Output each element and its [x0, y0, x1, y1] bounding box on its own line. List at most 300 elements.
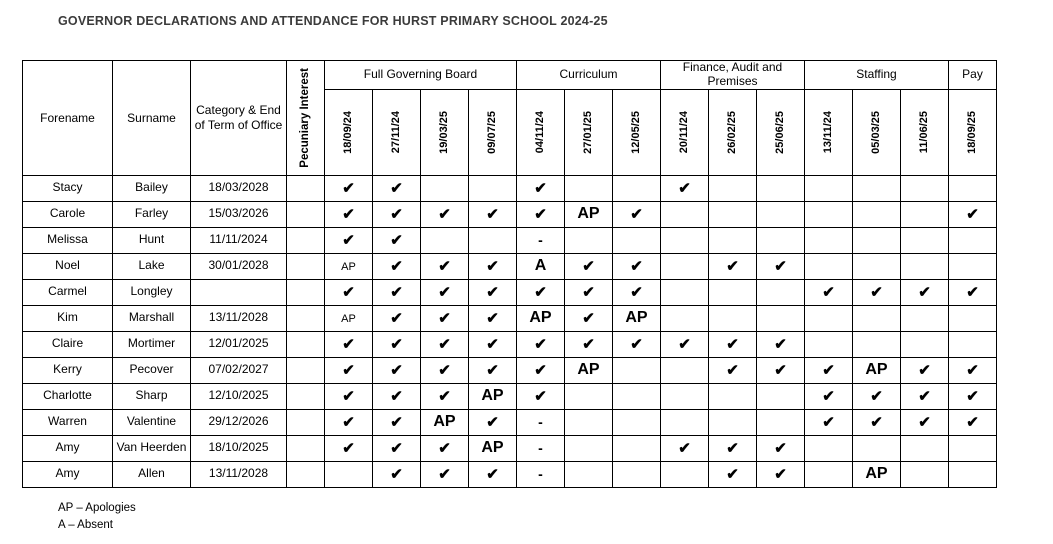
cell-attendance	[373, 201, 421, 227]
cell-surname: Bailey	[113, 175, 191, 201]
table-body	[23, 175, 997, 487]
cell-forename: Melissa	[23, 227, 113, 253]
check-icon: ✔	[822, 387, 835, 405]
cell-attendance	[613, 175, 661, 201]
check-icon: ✔	[438, 465, 451, 483]
cell-attendance	[853, 279, 901, 305]
date-header-6	[613, 89, 661, 175]
cell-attendance	[949, 305, 997, 331]
cell-attendance	[325, 253, 373, 279]
cell-surname: Longley	[113, 279, 191, 305]
date-label: 12/05/25	[630, 110, 642, 154]
cell-attendance	[325, 305, 373, 331]
check-icon: ✔	[534, 179, 547, 197]
cell-attendance	[469, 279, 517, 305]
cell-forename: Charlotte	[23, 383, 113, 409]
cell-attendance	[469, 357, 517, 383]
cell-attendance	[805, 279, 853, 305]
cell-forename: Stacy	[23, 175, 113, 201]
date-header-10	[805, 89, 853, 175]
cell-attendance	[613, 201, 661, 227]
cell-attendance	[469, 305, 517, 331]
cell-attendance	[517, 227, 565, 253]
date-label: 26/02/25	[726, 110, 738, 154]
check-icon: ✔	[918, 361, 931, 379]
cell-attendance	[565, 461, 613, 487]
date-header-12	[901, 89, 949, 175]
check-icon: ✔	[438, 361, 451, 379]
cell-pecuniary-interest	[287, 201, 325, 227]
cell-category-end-of-term: 29/12/2026	[191, 409, 287, 435]
cell-attendance	[949, 383, 997, 409]
check-icon: ✔	[726, 335, 739, 353]
cell-attendance	[805, 461, 853, 487]
check-icon: ✔	[822, 361, 835, 379]
check-icon: ✔	[774, 335, 787, 353]
cell-attendance	[469, 435, 517, 461]
check-icon: ✔	[822, 413, 835, 431]
check-icon: ✔	[486, 335, 499, 353]
cell-attendance	[805, 227, 853, 253]
cell-surname: Marshall	[113, 305, 191, 331]
cell-attendance	[421, 357, 469, 383]
date-label: 27/01/25	[582, 110, 594, 154]
apologies-mark: AP	[341, 261, 356, 274]
cell-attendance	[853, 357, 901, 383]
cell-attendance	[805, 383, 853, 409]
check-icon: ✔	[342, 387, 355, 405]
check-icon: ✔	[726, 439, 739, 457]
cell-category-end-of-term: 13/11/2028	[191, 461, 287, 487]
cell-pecuniary-interest	[287, 175, 325, 201]
apologies-mark: AP	[577, 361, 600, 379]
cell-attendance	[613, 227, 661, 253]
not-applicable-mark: -	[538, 439, 543, 456]
check-icon: ✔	[390, 413, 403, 431]
cell-surname: Pecover	[113, 357, 191, 383]
date-label: 19/03/25	[438, 110, 450, 154]
cell-attendance	[661, 227, 709, 253]
date-header-11	[853, 89, 901, 175]
table-row	[23, 305, 997, 331]
cell-pecuniary-interest	[287, 253, 325, 279]
cell-attendance	[661, 357, 709, 383]
cell-category-end-of-term: 12/01/2025	[191, 331, 287, 357]
check-icon: ✔	[582, 257, 595, 275]
not-applicable-mark: -	[538, 231, 543, 248]
cell-category-end-of-term: 30/01/2028	[191, 253, 287, 279]
check-icon: ✔	[534, 361, 547, 379]
cell-attendance	[661, 305, 709, 331]
cell-attendance	[373, 461, 421, 487]
cell-attendance	[949, 461, 997, 487]
check-icon: ✔	[870, 283, 883, 301]
header-group-row	[23, 61, 997, 90]
cell-attendance	[469, 175, 517, 201]
check-icon: ✔	[582, 335, 595, 353]
date-header-4	[517, 89, 565, 175]
cell-pecuniary-interest	[287, 227, 325, 253]
check-icon: ✔	[966, 283, 979, 301]
cell-forename: Amy	[23, 461, 113, 487]
cell-attendance	[757, 409, 805, 435]
table-row	[23, 175, 997, 201]
column-header-pecuniary-label: Pecuniary Interest	[298, 67, 311, 168]
cell-attendance	[325, 201, 373, 227]
cell-attendance	[613, 461, 661, 487]
cell-surname: Van Heerden	[113, 435, 191, 461]
cell-attendance	[901, 279, 949, 305]
check-icon: ✔	[582, 283, 595, 301]
cell-attendance	[469, 253, 517, 279]
cell-pecuniary-interest	[287, 461, 325, 487]
cell-attendance	[949, 409, 997, 435]
check-icon: ✔	[342, 283, 355, 301]
cell-attendance	[949, 253, 997, 279]
cell-attendance	[421, 435, 469, 461]
cell-surname: Valentine	[113, 409, 191, 435]
cell-attendance	[853, 435, 901, 461]
attendance-table	[22, 60, 997, 488]
cell-attendance	[709, 279, 757, 305]
check-icon: ✔	[486, 205, 499, 223]
table-row	[23, 253, 997, 279]
cell-attendance	[421, 461, 469, 487]
cell-attendance	[709, 305, 757, 331]
cell-attendance	[709, 409, 757, 435]
group-header-finance-audit-premises: Finance, Audit and Premises	[661, 61, 805, 90]
cell-attendance	[469, 409, 517, 435]
check-icon: ✔	[390, 205, 403, 223]
cell-pecuniary-interest	[287, 305, 325, 331]
cell-attendance	[565, 201, 613, 227]
apologies-mark: AP	[577, 205, 600, 223]
cell-attendance	[709, 435, 757, 461]
cell-forename: Carmel	[23, 279, 113, 305]
cell-category-end-of-term: 18/10/2025	[191, 435, 287, 461]
date-label: 20/11/24	[678, 110, 690, 154]
column-header-forename: Forename	[23, 61, 113, 176]
cell-attendance	[613, 409, 661, 435]
not-applicable-mark: -	[538, 465, 543, 482]
group-header-pay: Pay	[949, 61, 997, 90]
table-row	[23, 435, 997, 461]
cell-attendance	[757, 383, 805, 409]
apologies-mark: AP	[481, 387, 504, 405]
cell-forename: Amy	[23, 435, 113, 461]
check-icon: ✔	[630, 283, 643, 301]
cell-pecuniary-interest	[287, 435, 325, 461]
cell-attendance	[565, 383, 613, 409]
cell-attendance	[709, 227, 757, 253]
check-icon: ✔	[678, 179, 691, 197]
cell-attendance	[565, 227, 613, 253]
column-header-pecuniary	[287, 61, 325, 176]
cell-attendance	[373, 175, 421, 201]
cell-attendance	[661, 253, 709, 279]
check-icon: ✔	[390, 309, 403, 327]
cell-attendance	[565, 253, 613, 279]
cell-attendance	[949, 331, 997, 357]
cell-attendance	[949, 175, 997, 201]
cell-attendance	[517, 305, 565, 331]
cell-attendance	[565, 435, 613, 461]
check-icon: ✔	[390, 179, 403, 197]
cell-pecuniary-interest	[287, 383, 325, 409]
check-icon: ✔	[582, 309, 595, 327]
cell-attendance	[421, 227, 469, 253]
cell-forename: Claire	[23, 331, 113, 357]
cell-attendance	[325, 435, 373, 461]
date-header-8	[709, 89, 757, 175]
check-icon: ✔	[390, 231, 403, 249]
check-icon: ✔	[342, 179, 355, 197]
cell-attendance	[757, 227, 805, 253]
apologies-mark: AP	[341, 313, 356, 326]
date-header-1	[373, 89, 421, 175]
check-icon: ✔	[342, 231, 355, 249]
date-label: 25/06/25	[774, 110, 786, 154]
cell-pecuniary-interest	[287, 409, 325, 435]
cell-attendance	[373, 305, 421, 331]
check-icon: ✔	[630, 335, 643, 353]
check-icon: ✔	[390, 283, 403, 301]
cell-attendance	[709, 201, 757, 227]
cell-attendance	[565, 279, 613, 305]
cell-attendance	[469, 227, 517, 253]
cell-attendance	[661, 331, 709, 357]
date-label: 05/03/25	[870, 110, 882, 154]
cell-forename: Carole	[23, 201, 113, 227]
cell-attendance	[373, 227, 421, 253]
cell-surname: Lake	[113, 253, 191, 279]
cell-forename: Kerry	[23, 357, 113, 383]
check-icon: ✔	[534, 283, 547, 301]
cell-attendance	[517, 175, 565, 201]
cell-attendance	[373, 357, 421, 383]
cell-attendance	[757, 175, 805, 201]
cell-attendance	[421, 279, 469, 305]
cell-attendance	[517, 279, 565, 305]
cell-pecuniary-interest	[287, 279, 325, 305]
apologies-mark: AP	[433, 413, 456, 431]
not-applicable-mark: -	[538, 413, 543, 430]
cell-attendance	[853, 201, 901, 227]
cell-attendance	[901, 175, 949, 201]
cell-attendance	[805, 175, 853, 201]
cell-attendance	[853, 227, 901, 253]
group-header-staffing: Staffing	[805, 61, 949, 90]
cell-surname: Farley	[113, 201, 191, 227]
date-label: 18/09/25	[966, 110, 978, 154]
cell-surname: Sharp	[113, 383, 191, 409]
cell-category-end-of-term: 11/11/2024	[191, 227, 287, 253]
cell-attendance	[325, 409, 373, 435]
apologies-mark: AP	[529, 309, 552, 327]
cell-attendance	[757, 305, 805, 331]
cell-attendance	[469, 461, 517, 487]
cell-attendance	[421, 409, 469, 435]
cell-attendance	[325, 279, 373, 305]
cell-attendance	[325, 227, 373, 253]
cell-attendance	[517, 357, 565, 383]
check-icon: ✔	[342, 205, 355, 223]
check-icon: ✔	[918, 387, 931, 405]
cell-attendance	[853, 253, 901, 279]
cell-attendance	[613, 305, 661, 331]
cell-attendance	[517, 253, 565, 279]
check-icon: ✔	[438, 387, 451, 405]
cell-attendance	[901, 383, 949, 409]
cell-attendance	[805, 435, 853, 461]
cell-attendance	[469, 331, 517, 357]
cell-attendance	[709, 383, 757, 409]
cell-attendance	[949, 435, 997, 461]
check-icon: ✔	[342, 439, 355, 457]
cell-attendance	[373, 409, 421, 435]
cell-attendance	[565, 331, 613, 357]
cell-attendance	[325, 175, 373, 201]
check-icon: ✔	[822, 283, 835, 301]
cell-attendance	[853, 331, 901, 357]
group-header-full-governing-board: Full Governing Board	[325, 61, 517, 90]
cell-attendance	[757, 461, 805, 487]
check-icon: ✔	[966, 413, 979, 431]
check-icon: ✔	[342, 413, 355, 431]
cell-attendance	[853, 305, 901, 331]
cell-attendance	[709, 253, 757, 279]
table-row	[23, 383, 997, 409]
cell-attendance	[613, 253, 661, 279]
check-icon: ✔	[726, 465, 739, 483]
cell-attendance	[565, 409, 613, 435]
cell-attendance	[901, 435, 949, 461]
check-icon: ✔	[870, 413, 883, 431]
cell-attendance	[901, 331, 949, 357]
cell-attendance	[421, 331, 469, 357]
cell-forename: Warren	[23, 409, 113, 435]
cell-attendance	[805, 305, 853, 331]
check-icon: ✔	[774, 465, 787, 483]
cell-attendance	[373, 383, 421, 409]
cell-attendance	[901, 253, 949, 279]
cell-attendance	[853, 383, 901, 409]
cell-attendance	[901, 227, 949, 253]
date-header-0	[325, 89, 373, 175]
check-icon: ✔	[534, 205, 547, 223]
cell-attendance	[901, 357, 949, 383]
cell-attendance	[661, 175, 709, 201]
date-header-13	[949, 89, 997, 175]
cell-attendance	[565, 357, 613, 383]
check-icon: ✔	[438, 309, 451, 327]
check-icon: ✔	[678, 439, 691, 457]
apologies-mark: AP	[625, 309, 648, 327]
cell-attendance	[901, 305, 949, 331]
table-row	[23, 201, 997, 227]
apologies-mark: AP	[481, 439, 504, 457]
date-label: 27/11/24	[390, 110, 402, 154]
check-icon: ✔	[918, 283, 931, 301]
cell-attendance	[661, 435, 709, 461]
legend-line-ap: AP – Apologies	[58, 502, 136, 514]
cell-surname: Allen	[113, 461, 191, 487]
cell-attendance	[469, 201, 517, 227]
check-icon: ✔	[438, 439, 451, 457]
apologies-mark: AP	[865, 361, 888, 379]
cell-attendance	[421, 305, 469, 331]
cell-attendance	[421, 175, 469, 201]
cell-attendance	[613, 331, 661, 357]
check-icon: ✔	[534, 387, 547, 405]
cell-attendance	[325, 383, 373, 409]
check-icon: ✔	[726, 257, 739, 275]
cell-attendance	[517, 435, 565, 461]
cell-attendance	[421, 253, 469, 279]
check-icon: ✔	[390, 439, 403, 457]
cell-attendance	[325, 461, 373, 487]
cell-pecuniary-interest	[287, 331, 325, 357]
cell-attendance	[805, 409, 853, 435]
absent-mark: A	[534, 257, 547, 275]
cell-attendance	[517, 461, 565, 487]
table-row	[23, 331, 997, 357]
cell-attendance	[805, 357, 853, 383]
cell-attendance	[517, 331, 565, 357]
cell-surname: Hunt	[113, 227, 191, 253]
table-row	[23, 461, 997, 487]
page-title: GOVERNOR DECLARATIONS AND ATTENDANCE FOR HURST PRIMARY SCHOOL 2024-25	[58, 14, 608, 28]
check-icon: ✔	[342, 335, 355, 353]
cell-attendance	[661, 383, 709, 409]
cell-attendance	[757, 357, 805, 383]
cell-category-end-of-term	[191, 279, 287, 305]
cell-attendance	[853, 461, 901, 487]
cell-attendance	[517, 201, 565, 227]
date-label: 09/07/25	[486, 110, 498, 154]
cell-attendance	[757, 279, 805, 305]
check-icon: ✔	[390, 361, 403, 379]
cell-attendance	[709, 331, 757, 357]
cell-attendance	[901, 201, 949, 227]
cell-category-end-of-term: 07/02/2027	[191, 357, 287, 383]
cell-attendance	[949, 357, 997, 383]
cell-attendance	[661, 279, 709, 305]
cell-attendance	[613, 435, 661, 461]
check-icon: ✔	[486, 413, 499, 431]
check-icon: ✔	[438, 205, 451, 223]
cell-pecuniary-interest	[287, 357, 325, 383]
table-row	[23, 279, 997, 305]
cell-attendance	[613, 383, 661, 409]
date-label: 13/11/24	[822, 110, 834, 154]
cell-attendance	[373, 253, 421, 279]
check-icon: ✔	[390, 387, 403, 405]
cell-attendance	[469, 383, 517, 409]
cell-attendance	[709, 357, 757, 383]
cell-attendance	[757, 331, 805, 357]
cell-attendance	[709, 175, 757, 201]
table-header	[23, 61, 997, 176]
check-icon: ✔	[390, 335, 403, 353]
cell-attendance	[661, 201, 709, 227]
check-icon: ✔	[486, 361, 499, 379]
check-icon: ✔	[390, 465, 403, 483]
cell-attendance	[805, 201, 853, 227]
date-header-9	[757, 89, 805, 175]
table-row	[23, 227, 997, 253]
check-icon: ✔	[966, 387, 979, 405]
